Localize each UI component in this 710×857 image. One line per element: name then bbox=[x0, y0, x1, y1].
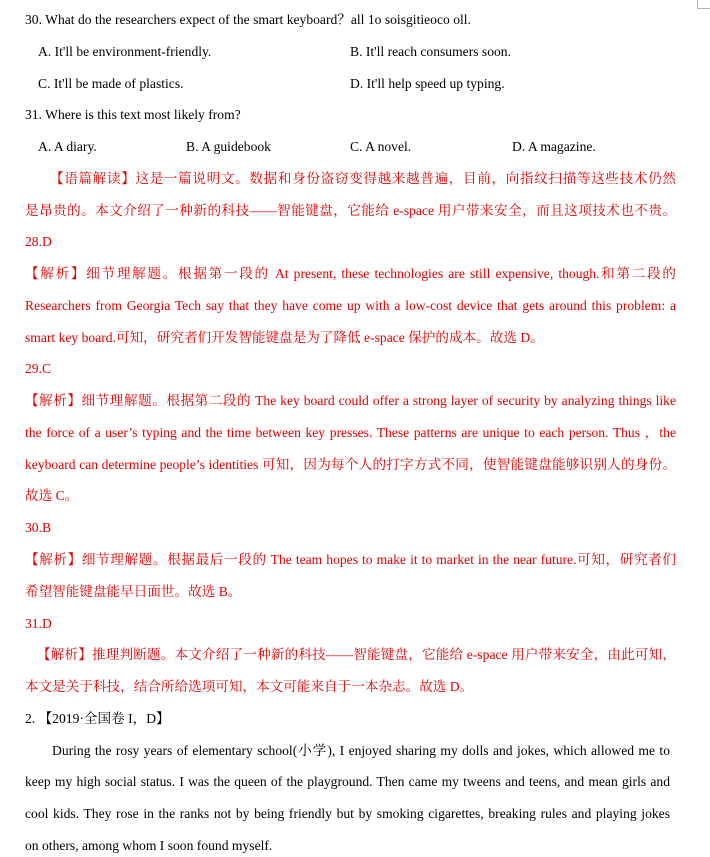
passage-line-2: keep my high social status. I was the queen of the playground. Then came my tweens and teens, and mean girls and bbox=[25, 774, 670, 790]
answer-30-explanation-line-1: 【解析】细节理解题。根据最后一段的 The team hopes to make it to market in the near future.可知，研究者们 bbox=[25, 552, 676, 568]
passage-line-3: cool kids. They rose in the ranks not by being friendly but by smoking cigarettes, breaking rules and playing jokes bbox=[25, 806, 670, 822]
answer-28-explanation-line-1: 【解析】细节理解题。根据第一段的 At present, these technologies are still expensive, though.和第二段的 bbox=[25, 266, 676, 282]
page-content bbox=[0, 10, 710, 856]
question-31-option-a: A. A diary. bbox=[38, 139, 97, 155]
answer-31-explanation-line-2: 本文是关于科技，结合所给选项可知，本文可能来自于一本杂志。故选 D。 bbox=[25, 679, 474, 695]
question-30-option-a: A. It'll be environment-friendly. bbox=[38, 43, 212, 59]
question-30-stem: 30. What do the researchers expect of the smart keyboard？all 1o soisgitieoco oll. bbox=[25, 12, 471, 27]
question-31-options-row bbox=[0, 137, 710, 157]
question-31-option-b: B. A guidebook bbox=[186, 139, 271, 155]
question-30-options-row-1 bbox=[0, 42, 710, 62]
answer-28-explanation-line-2: Researchers from Georgia Tech say that they have come up with a low-cost device that gets around this problem: a bbox=[25, 297, 676, 313]
reading-summary-line-2: 是昂贵的。本文介绍了一种新的科技——智能键盘，它能给 e-space 用户带来安全，而且这项技术也不贵。 bbox=[25, 202, 676, 218]
question-30-option-b: B. It'll reach consumers soon. bbox=[350, 43, 512, 59]
answer-30-explanation-line-2: 希望智能键盘能早日面世。故选 B。 bbox=[25, 583, 242, 599]
answer-29-explanation-line-3: keyboard can determine people’s identities 可知，因为每个人的打字方式不同，使智能键盘能够识别人的身份。 bbox=[25, 456, 676, 472]
answer-29-explanation-line-1: 【解析】细节理解题。根据第二段的 The key board could offer a strong layer of security by analyzing things like bbox=[25, 393, 676, 409]
question-30-option-d: D. It'll help speed up typing. bbox=[350, 75, 505, 91]
answer-28-explanation-line-3: smart key board.可知，研究者们开发智能键盘是为了降低 e-space 保护的成本。故选 D。 bbox=[25, 329, 544, 345]
question-30-options-row-2 bbox=[0, 74, 710, 94]
answer-29-explanation-line-4: 故选 C。 bbox=[25, 488, 79, 504]
question-31-stem: 31. Where is this text most likely from? bbox=[25, 107, 241, 123]
question-31-option-c: C. A novel. bbox=[350, 139, 412, 155]
answer-29-explanation-line-2: the force of a user’s typing and the time between key presses. These patterns are unique to each person. Thus ，the bbox=[25, 424, 676, 440]
answer-30-label: 30.B bbox=[25, 520, 52, 536]
answer-31-explanation-line-1: 【解析】推理判断题。本文介绍了一种新的科技——智能键盘，它能给 e-space 用户带来安全，由此可知， bbox=[37, 647, 676, 663]
passage-line-1: During the rosy years of elementary school(小学), I enjoyed sharing my dolls and jokes, which allowed me to bbox=[52, 742, 670, 758]
answer-31-label: 31.D bbox=[25, 615, 52, 631]
answer-29-label: 29.C bbox=[25, 361, 52, 377]
page-corner-mark bbox=[697, 0, 710, 9]
question-31-option-d: D. A magazine. bbox=[512, 139, 596, 155]
passage-heading: 2. 【2019·全国卷 I，D】 bbox=[25, 710, 170, 726]
reading-summary-line-1: 【语篇解读】这是一篇说明文。数据和身份盗窃变得越来越普遍，目前，向指纹扫描等这些技术仍然 bbox=[50, 170, 676, 186]
answer-28-label: 28.D bbox=[25, 234, 52, 250]
passage-line-4: on others, among whom I soon found myself. bbox=[25, 837, 273, 853]
question-30-option-c: C. It'll be made of plastics. bbox=[38, 75, 184, 91]
